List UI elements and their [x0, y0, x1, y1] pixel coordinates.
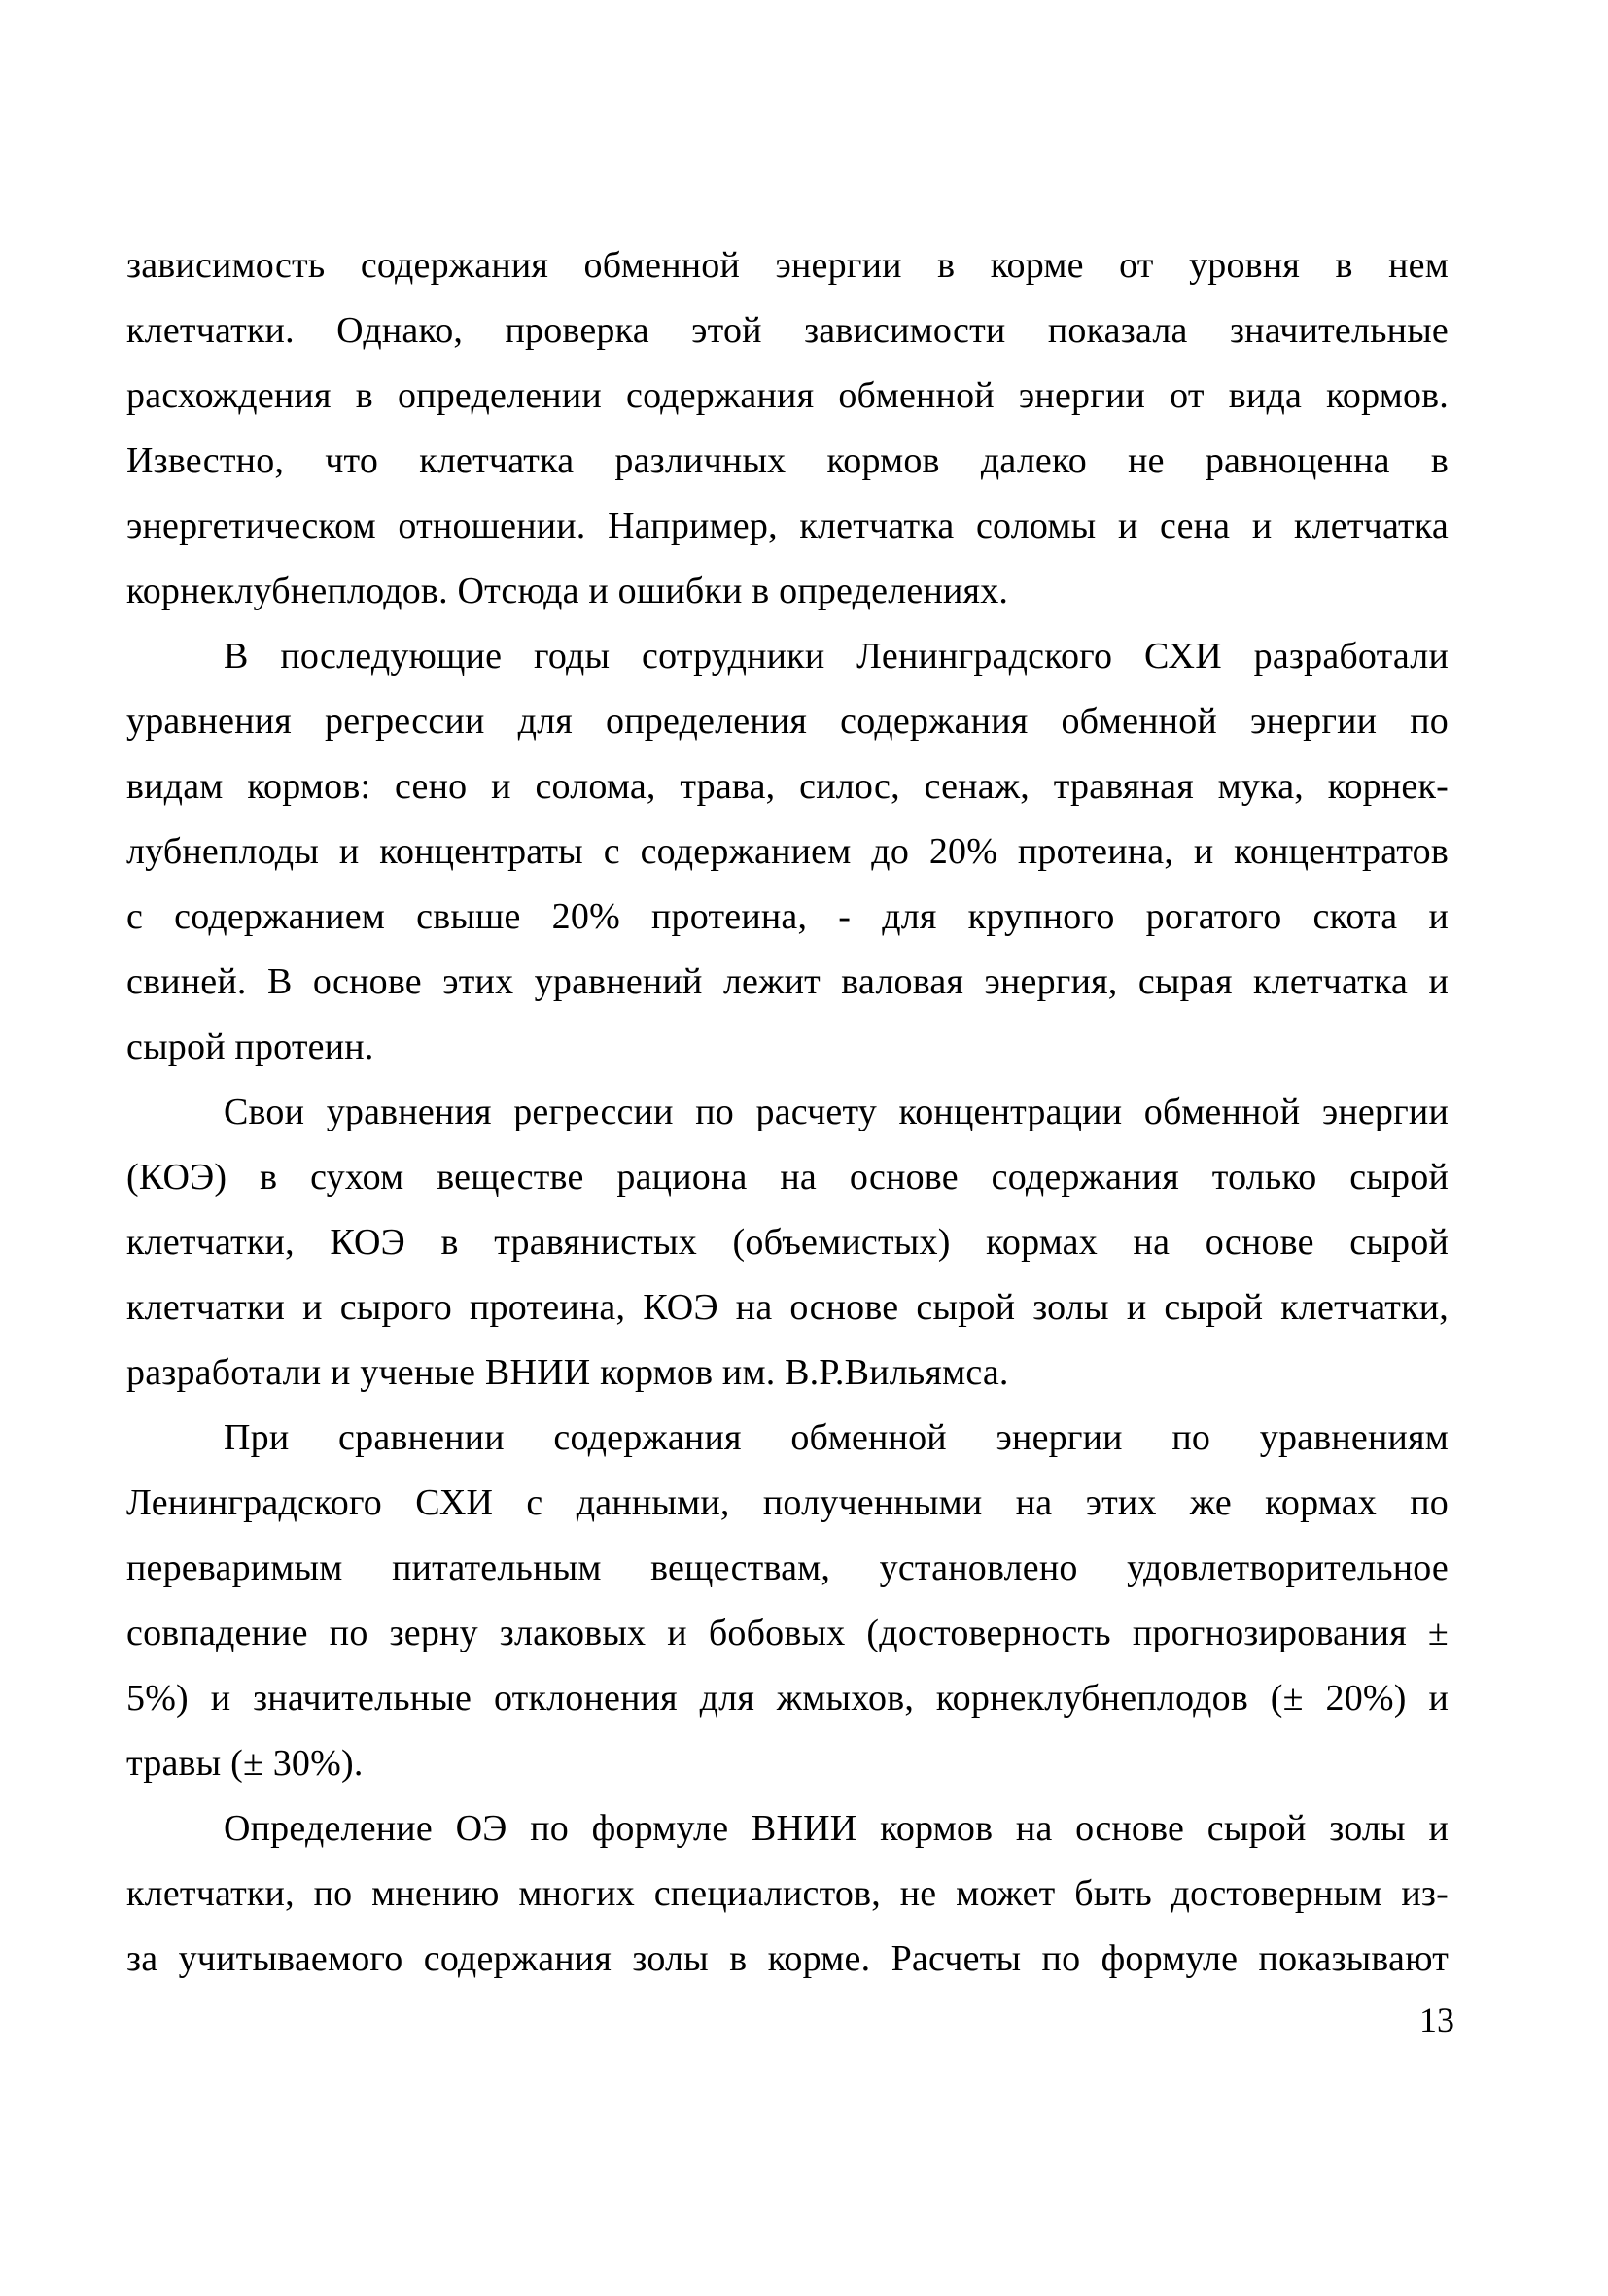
page-number: 13	[1419, 2000, 1454, 2039]
text-line: клетчатки. Однако, проверка этой зависимости показала значительные	[126, 310, 1449, 351]
text-line: зависимость содержания обменной энергии в корме от уровня в нем	[126, 245, 1449, 286]
text-line: с содержанием свыше 20% протеина, - для крупного рогатого скота и	[126, 896, 1449, 937]
text-line: 5%) и значительные отклонения для жмыхов, корнеклубнеплодов (± 20%) и	[126, 1678, 1449, 1719]
text-line: В последующие годы сотрудники Ленинградского СХИ разработали	[224, 636, 1449, 677]
text-line: клетчатки, по мнению многих специалистов, не может быть достоверным из-	[126, 1873, 1449, 1914]
text-line: лубнеплоды и концентраты с содержанием до 20% протеина, и концентратов	[126, 831, 1449, 872]
text-line: расхождения в определении содержания обменной энергии от вида кормов.	[126, 375, 1449, 416]
text-line: видам кормов: сено и солома, трава, силос, сенаж, травяная мука, корнек-	[126, 766, 1449, 807]
text-line: энергетическом отношении. Например, клетчатка соломы и сена и клетчатка	[126, 505, 1449, 546]
text-line: Свои уравнения регрессии по расчету концентрации обменной энергии	[224, 1092, 1449, 1132]
text-line: клетчатки, КОЭ в травянистых (объемистых) кормах на основе сырой	[126, 1222, 1449, 1263]
text-line: свиней. В основе этих уравнений лежит валовая энергия, сырая клетчатка и	[126, 961, 1449, 1002]
text-line: совпадение по зерну злаковых и бобовых (достоверность прогнозирования ±	[126, 1613, 1449, 1653]
text-line: уравнения регрессии для определения содержания обменной энергии по	[126, 701, 1449, 742]
text-block	[126, 233, 1449, 1992]
text-line: клетчатки и сырого протеина, КОЭ на основе сырой золы и сырой клетчатки,	[126, 1287, 1449, 1328]
text-line: корнеклубнеплодов. Отсюда и ошибки в определениях.	[126, 571, 1009, 611]
text-line: переваримым питательным веществам, установлено удовлетворительное	[126, 1548, 1449, 1588]
text-line: (КОЭ) в сухом веществе рациона на основе содержания только сырой	[126, 1157, 1449, 1198]
text-line: за учитываемого содержания золы в корме. Расчеты по формуле показывают	[126, 1938, 1449, 1979]
text-line: Известно, что клетчатка различных кормов далеко не равноценна в	[126, 440, 1449, 481]
text-line: Определение ОЭ по формуле ВНИИ кормов на основе сырой золы и	[224, 1808, 1449, 1849]
text-line: При сравнении содержания обменной энергии по уравнениям	[224, 1417, 1449, 1458]
text-line: травы (± 30%).	[126, 1743, 364, 1784]
text-line: Ленинградского СХИ с данными, полученными на этих же кормах по	[126, 1482, 1449, 1523]
text-line: сырой протеин.	[126, 1026, 374, 1067]
text-line: разработали и ученые ВНИИ кормов им. В.Р.Вильямса.	[126, 1352, 1009, 1393]
